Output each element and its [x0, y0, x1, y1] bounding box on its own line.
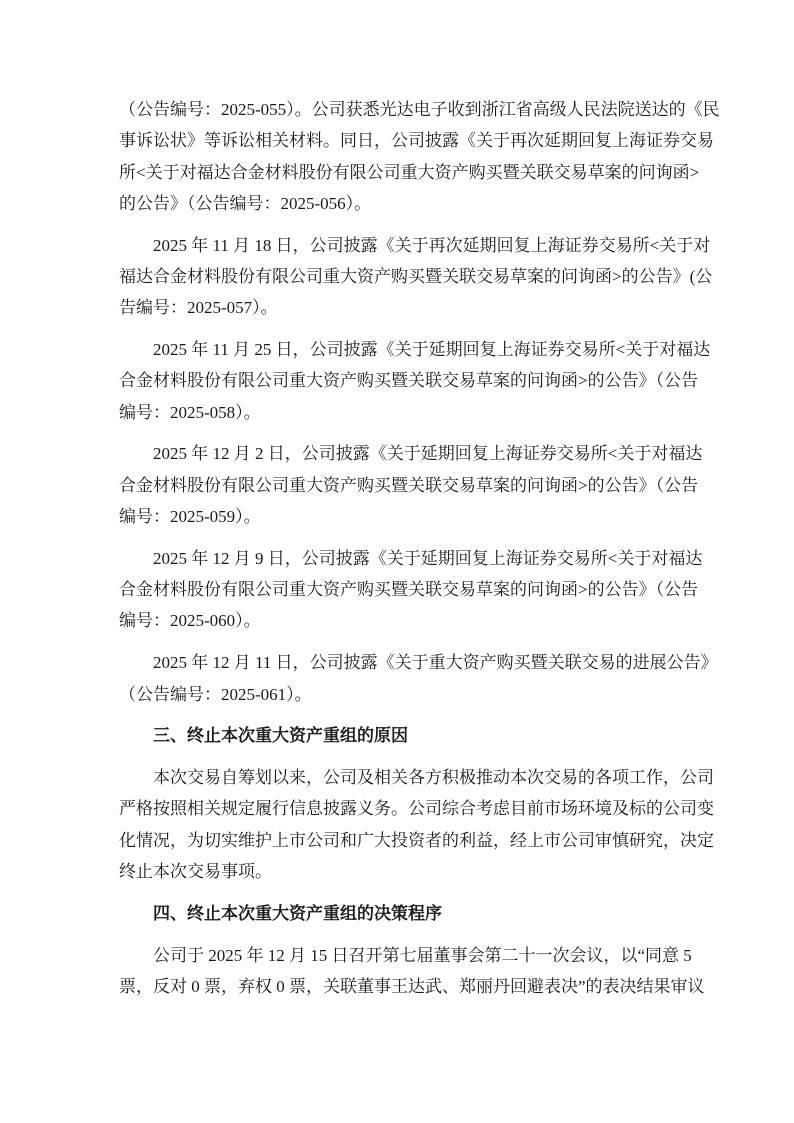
text-line: 2025 年 12 月 9 日，公司披露《关于延期回复上海证券交易所<关于对福达	[153, 548, 703, 568]
text-line: 四、终止本次重大资产重组的决策程序	[153, 903, 442, 923]
text-line: 2025 年 12 月 11 日，公司披露《关于重大资产购买暨关联交易的进展公告》	[153, 653, 718, 673]
text-line: 严格按照相关规定履行信息披露义务。公司综合考虑目前市场环境及标的公司变	[119, 799, 714, 819]
text-line: 票，反对 0 票，弃权 0 票，关联董事王达武、郑丽丹回避表决”的表决结果审议	[119, 976, 705, 996]
text-line: 编号：2025-060）。	[119, 611, 261, 631]
text-line: 事诉讼状》等诉讼相关材料。同日，公司披露《关于再次延期回复上海证券交易	[119, 131, 714, 151]
text-line: 合金材料股份有限公司重大资产购买暨关联交易草案的问询函>的公告》（公告	[119, 371, 699, 391]
text-line: 2025 年 11 月 25 日，公司披露《关于延期回复上海证券交易所<关于对福达	[153, 340, 711, 360]
text-line: 编号：2025-059）。	[119, 507, 261, 527]
document-page	[119, 94, 720, 1013]
text-line: （公告编号：2025-055）。公司获悉光达电子收到浙江省高级人民法院送达的《民	[119, 100, 720, 119]
text-line: 所<关于对福达合金材料股份有限公司重大资产购买暨关联交易草案的问询函>	[119, 162, 700, 182]
text-line: 本次交易自筹划以来，公司及相关各方积极推动本次交易的各项工作，公司	[153, 768, 714, 788]
paragraph	[119, 94, 720, 219]
text-line: 福达合金材料股份有限公司重大资产购买暨关联交易草案的问询函>的公告》(公	[119, 266, 713, 286]
text-line: 2025 年 12 月 2 日，公司披露《关于延期回复上海证券交易所<关于对福达	[153, 444, 703, 464]
section-heading	[119, 720, 675, 751]
text-line: 合金材料股份有限公司重大资产购买暨关联交易草案的问询函>的公告》（公告	[119, 475, 699, 495]
text-line: 化情况，为切实维护上市公司和广大投资者的利益，经上市公司审慎研究，决定	[119, 830, 714, 850]
text-line: 告编号：2025-057）。	[119, 298, 278, 318]
paragraph	[119, 334, 711, 428]
paragraph	[119, 762, 714, 887]
paragraph	[119, 543, 703, 637]
text-line: 2025 年 11 月 18 日，公司披露《关于再次延期回复上海证券交易所<关于对	[153, 235, 711, 255]
text-line: 编号：2025-058）。	[119, 402, 261, 422]
text-line: 公司于 2025 年 12 月 15 日召开第七届董事会第二十一次会议，以“同意 5	[153, 945, 692, 965]
paragraph	[119, 230, 713, 324]
paragraph	[119, 647, 718, 710]
section-heading	[119, 898, 675, 929]
text-line: 终止本次交易事项。	[119, 862, 272, 882]
paragraph	[119, 438, 703, 532]
text-line: 的公告》（公告编号：2025-056）。	[119, 193, 372, 213]
text-line: 合金材料股份有限公司重大资产购买暨关联交易草案的问询函>的公告》（公告	[119, 580, 699, 600]
paragraph	[119, 940, 705, 1003]
text-line: （公告编号：2025-061）。	[119, 684, 312, 704]
text-line: 三、终止本次重大资产重组的原因	[153, 726, 408, 746]
